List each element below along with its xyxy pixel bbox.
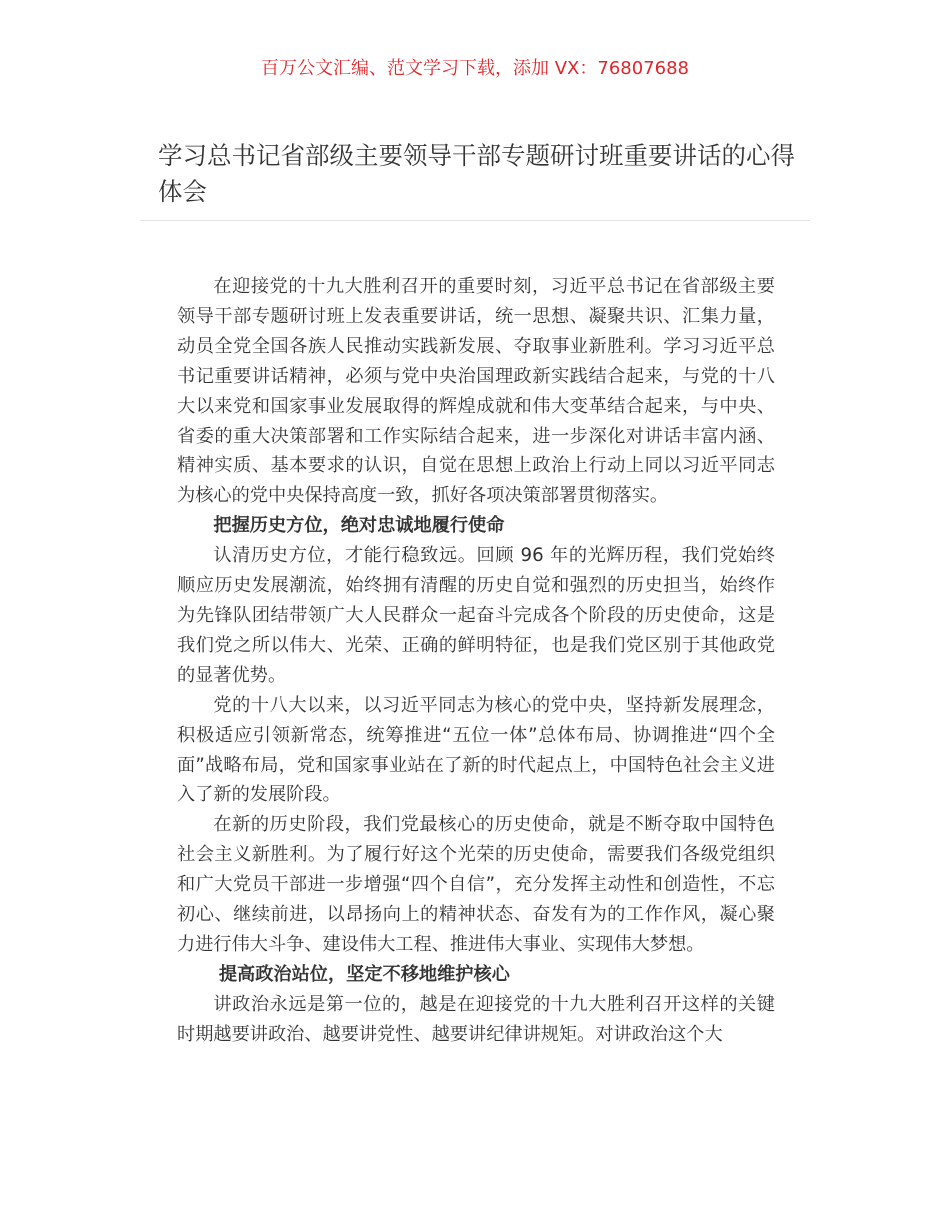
section-heading: 把握历史方位，绝对忠诚地履行使命 [213, 515, 505, 537]
section-heading: 提高政治站位，坚定不移地维护核心 [218, 963, 510, 985]
paragraph: 在迎接党的十九大胜利召开的重要时刻，习近平总书记在省部级主要领导干部专题研讨班上发表重要讲话，统一思想、凝聚共识、汇集力量，动员全党全国各族人民推动实践新发展、夺取事业新胜利。学习习近平总书记重要讲话精神，必须与党中央治国理政新实践结合起来，与党的十八大以来党和国家事业发展取得的辉煌成就和伟大变革结合起来，与中央、省委的重大决策部署和工作实际结合起来，进一步深化对讲话丰富内涵、精神实质、基本要求的认识，自觉在思想上政治上行动上同以习近平同志为核心的党中央保持高度一致，抓好各项决策部署贯彻落实。 [177, 276, 775, 507]
page-title: 学习总书记省部级主要领导干部专题研讨班重要讲话的心得体会 [158, 141, 795, 206]
title-divider [140, 220, 810, 221]
paragraph: 在新的历史阶段，我们党最核心的历史使命，就是不断夺取中国特色社会主义新胜利。为了履行好这个光荣的历史使命，需要我们各级党组织和广大党员干部进一步增强“四个自信”，充分发挥主动性和创造性，不忘初心、继续前进，以昂扬向上的精神状态、奋发有为的工作作风，凝心聚力进行伟大斗争、建设伟大工程、推进伟大事业、实现伟大梦想。 [177, 814, 775, 955]
watermark-banner: 百万公文汇编、范文学习下载，添加 VX：76807688 [261, 58, 689, 79]
paragraph: 讲政治永远是第一位的，越是在迎接党的十九大胜利召开这样的关键时期越要讲政治、越要讲党性、越要讲纪律讲规矩。对讲政治这个大 [177, 993, 775, 1045]
article-body [177, 272, 775, 1050]
paragraph: 党的十八大以来，以习近平同志为核心的党中央，坚持新发展理念，积极适应引领新常态，统筹推进“五位一体”总体布局、协调推进“四个全面”战略布局，党和国家事业站在了新的时代起点上，中国特色社会主义进入了新的发展阶段。 [177, 694, 775, 806]
paragraph: 认清历史方位，才能行稳致远。回顾 96 年的光辉历程，我们党始终顺应历史发展潮流，始终拥有清醒的历史自觉和强烈的历史担当，始终作为先锋队团结带领广大人民群众一起奋斗完成各个阶段的历史使命，这是我们党之所以伟大、光荣、正确的鲜明特征，也是我们党区别于其他政党的显著优势。 [177, 545, 775, 686]
